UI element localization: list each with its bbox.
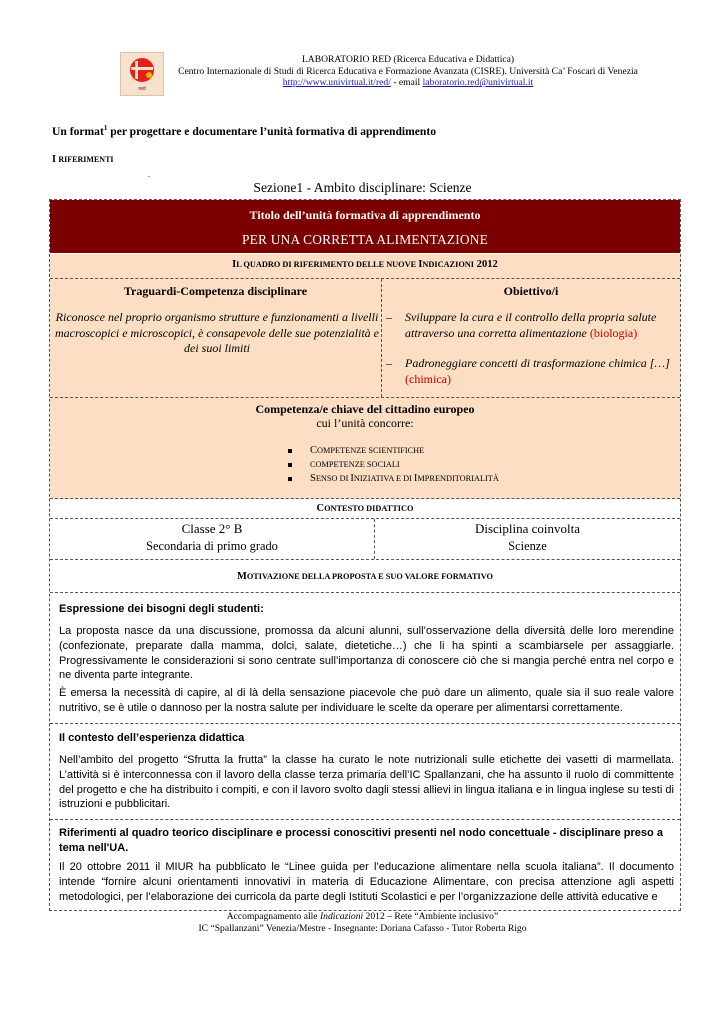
competenza-item: SENSO DI INIZIATIVA E DI IMPRENDITORIALITÀ	[288, 473, 499, 484]
lab-header-line2: Centro Internazionale di Studi di Ricerca Educativa e Formazione Avanzata (CISRE). Università Ca’ Foscari di Venezia	[178, 65, 638, 77]
unit-title-label: Titolo dell’unità formativa di apprendimento	[249, 208, 481, 222]
roman-numeral: I	[52, 154, 59, 165]
lab-header	[168, 54, 648, 89]
competenze-chiave-row	[50, 398, 680, 499]
lab-header-links	[168, 77, 648, 89]
obiettivo-item	[386, 356, 676, 387]
contesto-esperienza-section	[50, 726, 680, 822]
lab-header-line1: LABORATORIO RED (Ricerca Educativa e Didattica)	[301, 54, 515, 65]
section-divider	[50, 819, 680, 820]
quadro-riferimento-row	[50, 254, 680, 279]
contesto-esperienza-paragraph: Nell’ambito del progetto “Sfrutta la frutta” la classe ha curato le note nutrizionali sulle etichette dei vasetti di marmellata. L’attività si è interconnessa con il lavoro della classe terza primaria dell’IC Spallanzani, che ha assunto il ruolo di committente del progetto e che ha distribuito i compiti, e con il lavoro svolto dagli stessi allievi in lingua italiana e in lingua inglese su testi di istruzioni e pubblicitari.	[59, 754, 674, 811]
classe-label: Classe 2° B	[181, 521, 243, 536]
traguardi-heading: Traguardi-Competenza disciplinare	[123, 284, 308, 298]
page-footer	[0, 911, 725, 934]
contesto-didattico-heading: CONTESTO DIDATTICO	[316, 503, 414, 514]
riferimenti-label: RIFERIMENTI	[58, 155, 114, 164]
contesto-esperienza-heading: Il contesto dell’esperienza didattica	[59, 732, 245, 744]
doc-title-post: per progettare e documentare l’unità formativa di apprendimento	[107, 124, 437, 138]
lab-website-link[interactable]: http://www.univirtual.it/red/	[282, 77, 391, 89]
traguardi-obiettivi-row	[50, 279, 680, 398]
unit-title-band	[50, 200, 680, 253]
red-lab-logo	[120, 52, 164, 96]
quadro-riferimento-heading: IL QUADRO DI RIFERIMENTO DELLE NUOVE INDICAZIONI 2012	[232, 259, 498, 270]
stray-dot: .	[148, 170, 150, 179]
bisogni-paragraph-2: È emersa la necessità di capire, al di là della sensazione piacevole che può dare un alimento, quale sia il suo reale valore nutritivo, se è utile o dannoso per la nostra salute per individuare le scelte da operare per alimentarsi correttamente.	[59, 687, 674, 714]
competenze-heading: Competenza/e chiave del cittadino europeo	[255, 402, 475, 416]
obiettivo-tag: (chimica)	[405, 371, 451, 386]
riferimenti-teorici-heading: Riferimenti al quadro teorico disciplinare e processi conoscitivi presenti nel nodo concettuale - disciplinare preso a tema nell'UA.	[59, 827, 663, 854]
bullet-icon	[288, 477, 292, 481]
email-label: - email	[390, 77, 423, 89]
sezione-title: Sezione1 - Ambito disciplinare: Scienze	[253, 180, 472, 195]
classe-disciplina-row	[50, 519, 680, 560]
competenze-subheading: cui l’unità concorre:	[316, 416, 414, 430]
obiettivo-text: Sviluppare la cura e il controllo della propria salute attraverso una corretta alimentazione	[405, 310, 657, 340]
obiettivo-text: Padroneggiare concetti di trasformazione chimica […]	[405, 356, 670, 370]
riferimenti-teorici-paragraph: Il 20 ottobre 2011 il MIUR ha pubblicato le “Linee guida per l’educazione alimentare nella scuola italiana”. Il documento intende “fornire alcuni orientamenti innovativi in materia di Educazione Alimentare, con precisa attenzione agli aspetti metodologici, per l’elaborazione dei curricola da parte degli Istituti Scolastici e per l’organizzazione delle attività educative e	[59, 861, 674, 903]
disciplina-value: Scienze	[508, 539, 547, 553]
lab-email-link[interactable]: laboratorio.red@univirtual.it	[422, 77, 534, 89]
motivazione-row	[50, 560, 680, 593]
competenza-item: COMPETENZE SCIENTIFICHE	[288, 445, 424, 456]
obiettivo-item	[386, 310, 676, 341]
bullet-icon	[288, 449, 292, 453]
footer-line2: IC “Spallanzani” Venezia/Mestre - Insegnante: Doriana Cafasso - Tutor Roberta Rigo	[198, 922, 527, 934]
motivazione-heading: MOTIVAZIONE DELLA PROPOSTA E SUO VALORE FORMATIVO	[237, 571, 493, 582]
footnote-ref: 1	[103, 124, 108, 132]
bullet-icon	[288, 463, 292, 467]
section-heading-riferimenti	[52, 154, 114, 165]
document-title	[52, 124, 436, 138]
traguardi-text: Riconosce nel proprio organismo strutture e funzionamenti a livelli macroscopici e microscopici, è consapevole delle sue potenzialità e dei suoi limiti	[54, 310, 380, 355]
bisogni-section	[50, 597, 680, 724]
obiettivo-tag: (biologia)	[586, 325, 638, 340]
section-divider	[50, 723, 680, 724]
doc-title-pre: Un format	[52, 124, 104, 138]
riferimenti-teorici-section	[50, 822, 680, 910]
bisogni-heading: Espressione dei bisogni degli studenti:	[59, 603, 264, 615]
competenza-item: COMPETENZE SOCIALI	[288, 459, 400, 470]
footer-line1: Accompagnamento alle Indicazioni 2012 – Rete “Ambiente inclusivo”	[226, 911, 499, 922]
grado-label: Secondaria di primo grado	[146, 539, 278, 553]
contesto-didattico-row	[50, 499, 680, 519]
dash-marker: –	[386, 356, 392, 370]
svg-text:red: red	[138, 86, 146, 92]
dash-marker: –	[386, 310, 392, 324]
bisogni-paragraph-1: La proposta nasce da una discussione, promossa da alcuni alunni, sull’osservazione della diversità delle loro merendine (confezionate, preparate dalla mamma, dolci, salate, dietetiche…) che li ha spinti a scambiarsele per assaggiarle. Progressivamente le considerazioni si sono centrate sull’importanza di conoscere ciò che si mangia perché entra nel corpo e ne diventa parte integrante.	[59, 625, 674, 682]
disciplina-label: Disciplina coinvolta	[474, 521, 581, 536]
unit-title: PER UNA CORRETTA ALIMENTAZIONE	[242, 232, 488, 247]
obiettivi-heading: Obiettivo/i	[503, 284, 559, 298]
